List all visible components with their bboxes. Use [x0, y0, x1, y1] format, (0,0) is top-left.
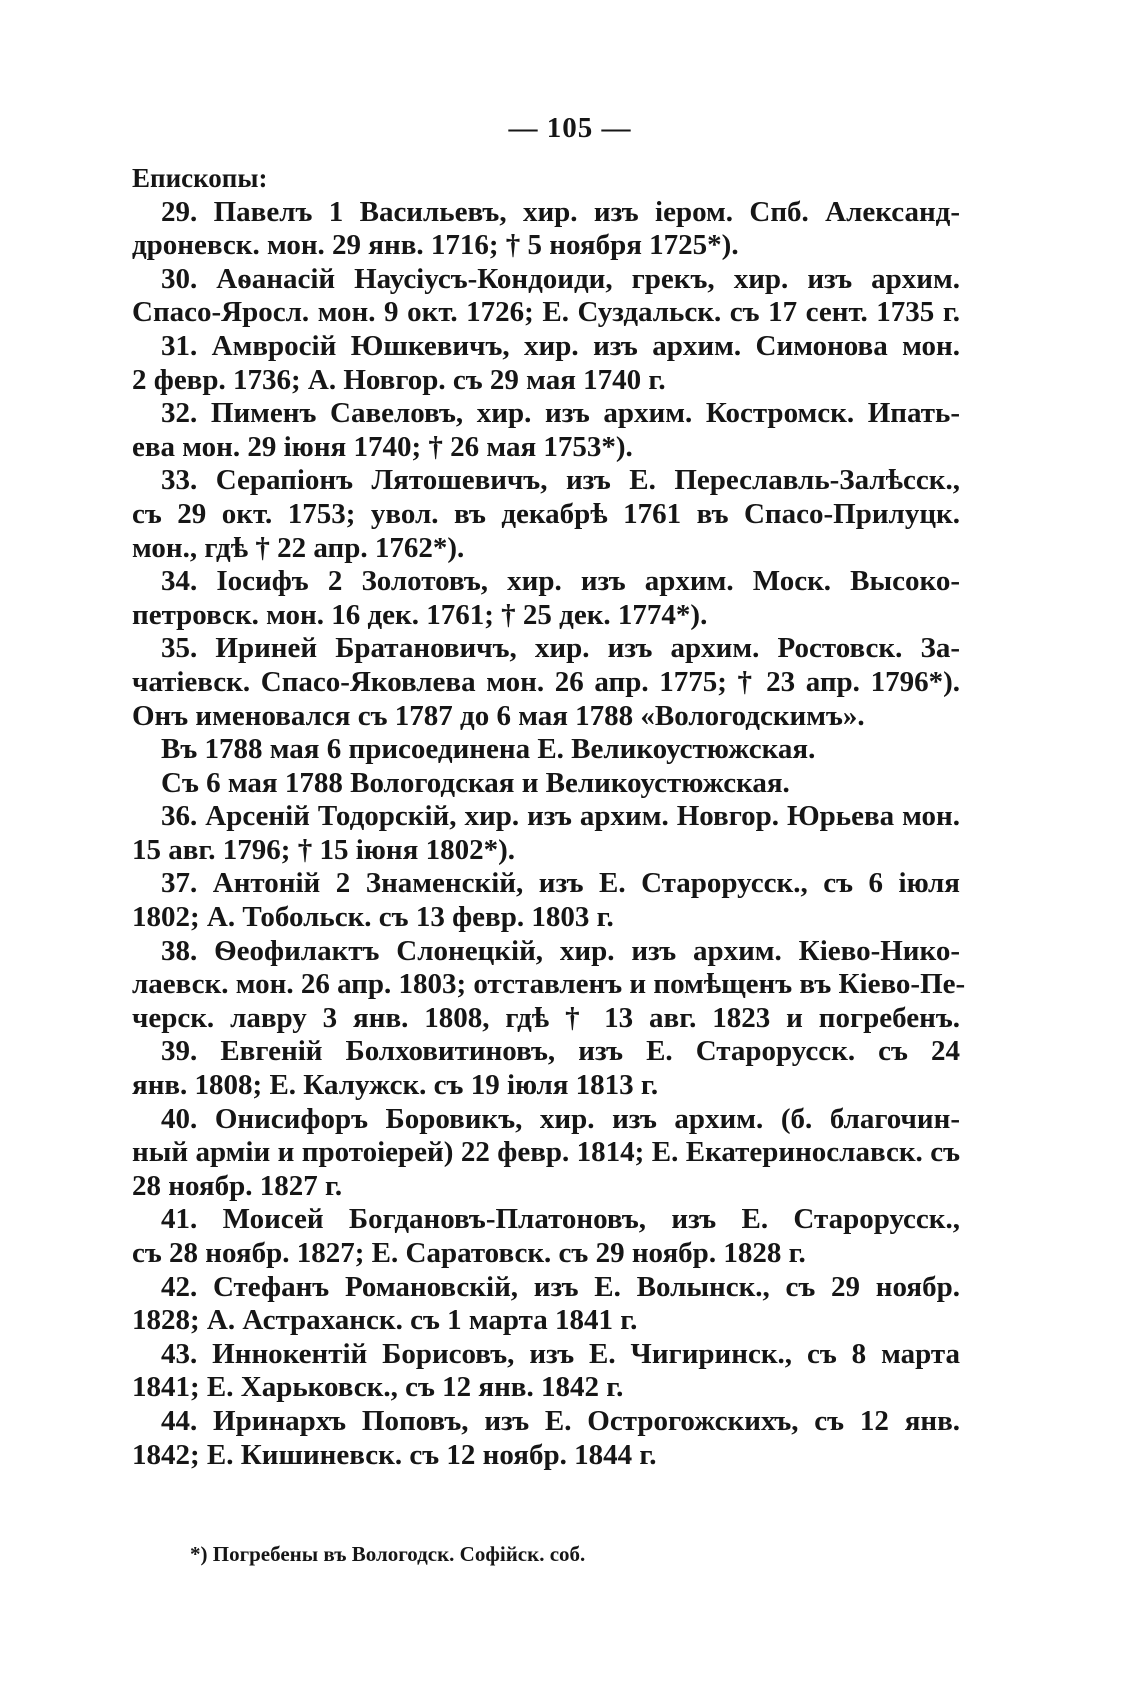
text-line: чатіевск. Спасо-Яковлева мон. 26 апр. 1775; † 23 апр. 1796*). [132, 665, 960, 698]
text-line: 38. Ѳеофилактъ Слонецкій, хир. изъ архим. Кіево-Нико- [161, 934, 960, 967]
text-line: 33. Серапіонъ Лятошевичъ, изъ Е. Переславль-Залѣсск., [161, 464, 960, 497]
text-line: 34. Іосифъ 2 Золотовъ, хир. изъ архим. Моск. Высоко- [161, 565, 960, 598]
text-line: Онъ именовался съ 1787 до 6 мая 1788 «Вологодскимъ». [132, 699, 865, 732]
text-line: черск. лавру 3 янв. 1808, гдѣ † 13 авг. 1823 и погребенъ. [132, 1001, 960, 1034]
text-line: ева мон. 29 іюня 1740; † 26 мая 1753*). [132, 430, 633, 463]
text-line: съ 28 ноябр. 1827; Е. Саратовск. съ 29 ноябр. 1828 г. [132, 1237, 806, 1269]
text-line: 30. Аѳанасій Наусіусъ-Кондоиди, грекъ, хир. изъ архим. [161, 262, 960, 295]
text-line: 29. Павелъ 1 Васильевъ, хир. изъ iером. Спб. Александ- [161, 195, 960, 228]
text-line: 36. Арсеній Тодорскій, хир. изъ архим. Новгор. Юрьева мон. [161, 800, 960, 833]
text-line: 31. Амвросій Юшкевичъ, хир. изъ архим. Симонова мон. [161, 329, 960, 362]
page-number: — 105 — [508, 112, 632, 144]
text-line: 39. Евгеній Болховитиновъ, изъ Е. Старорусск. съ 24 [161, 1035, 960, 1068]
text-line: 1802; А. Тобольск. съ 13 февр. 1803 г. [132, 901, 614, 934]
text-line: дроневск. мон. 29 янв. 1716; † 5 ноября 1725*). [132, 229, 739, 262]
text-line: 40. Онисифоръ Боровикъ, хир. изъ архим. (б. благочин- [161, 1102, 960, 1135]
text-line: мон., гдѣ † 22 апр. 1762*). [132, 531, 465, 564]
text-lines [132, 195, 966, 1473]
text-line: 1842; Е. Кишиневск. съ 12 ноябр. 1844 г. [132, 1438, 657, 1471]
text-line: ный арміи и протоіерей) 22 февр. 1814; Е. Екатеринославск. съ [132, 1136, 960, 1169]
text-line: 28 ноябр. 1827 г. [132, 1169, 343, 1202]
text-line: янв. 1808; Е. Калужск. съ 19 іюля 1813 г. [132, 1069, 659, 1102]
text-line: 1841; Е. Харьковск., съ 12 янв. 1842 г. [132, 1371, 624, 1404]
text-line: 42. Стефанъ Романовскій, изъ Е. Волынск., съ 29 ноябр. [161, 1270, 960, 1303]
text-line: 32. Пименъ Савеловъ, хир. изъ архим. Костромск. Ипать- [161, 397, 960, 430]
text-line: 2 февр. 1736; А. Новгор. съ 29 мая 1740 г. [132, 363, 666, 396]
text-line: Съ 6 мая 1788 Вологодская и Великоустюжская. [161, 766, 790, 799]
text-line: 43. Иннокентій Борисовъ, изъ Е. Чигиринск., съ 8 марта [161, 1337, 960, 1370]
footnote: *) Погребены въ Вологодск. Софійск. соб. [190, 1542, 586, 1566]
text-line: 1828; А. Астраханск. съ 1 марта 1841 г. [132, 1304, 638, 1337]
text-line: лаевск. мон. 26 апр. 1803; отставленъ и помѣщенъ въ Кіево-Пе- [132, 968, 966, 1001]
text-line: петровск. мон. 16 дек. 1761; † 25 дек. 1774*). [132, 598, 708, 631]
text-line: Въ 1788 мая 6 присоединена Е. Великоустюжская. [161, 733, 816, 766]
text-line: 15 авг. 1796; † 15 іюня 1802*). [132, 833, 515, 866]
text-line: 41. Моисей Богдановъ-Платоновъ, изъ Е. Старорусск., [161, 1203, 960, 1236]
bishops-list [132, 162, 966, 1472]
text-line: Спасо-Яросл. мон. 9 окт. 1726; Е. Суздальск. съ 17 сент. 1735 г. [132, 296, 960, 329]
text-line: 35. Ириней Братановичъ, хир. изъ архим. Ростовск. За- [161, 632, 960, 665]
text-line: 44. Иринархъ Поповъ, изъ Е. Острогожскихъ, съ 12 янв. [161, 1404, 960, 1437]
section-heading: Епископы: [132, 163, 268, 193]
text-line: съ 29 окт. 1753; увол. въ декабрѣ 1761 въ Спасо-Прилуцк. [132, 497, 960, 530]
text-line: 37. Антоній 2 Знаменскій, изъ Е. Старорусск., съ 6 іюля [161, 867, 960, 900]
